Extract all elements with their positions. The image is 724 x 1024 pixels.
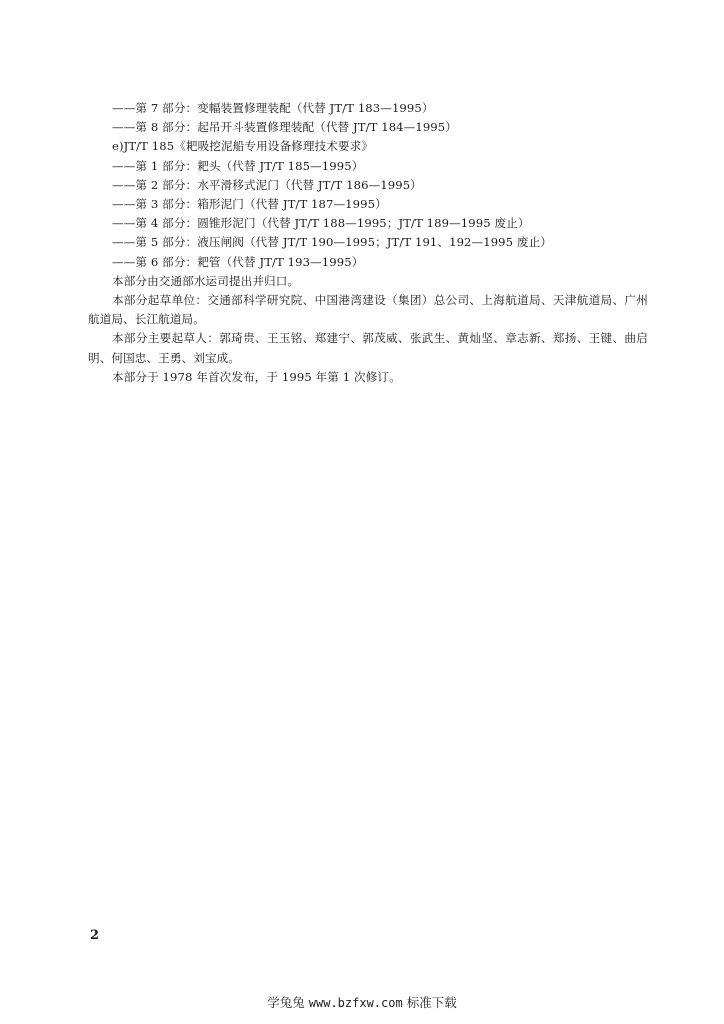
paragraph-proposed-by: 本部分由交通部水运司提出并归口。 <box>112 273 300 288</box>
list-item-e-part-4: ——第 4 部分：圆锥形泥门（代替 JT/T 188—1995；JT/T 189—1995 废止） <box>112 216 530 231</box>
list-item-e-part-3: ——第 3 部分：箱形泥门（代替 JT/T 187—1995） <box>112 197 387 212</box>
paragraph-drafting-units: 本部分起草单位：交通部科学研究院、中国港湾建设（集团）总公司、上海航道局、天津航道局、广州航道局、长江航道局。 <box>88 293 648 327</box>
list-item-e-part-1: ——第 1 部分：耙头（代替 JT/T 185—1995） <box>112 158 364 173</box>
footer-tagline: 标准下载 <box>406 995 457 1010</box>
list-item-part-7: ——第 7 部分：变幅装置修理装配（代替 JT/T 183—1995） <box>112 101 434 115</box>
document-body <box>88 99 648 387</box>
footer-url[interactable]: www.bzfxw.com <box>308 996 403 1010</box>
paragraph-publication-history: 本部分于 1978 年首次发布，于 1995 年第 1 次修订。 <box>112 369 401 384</box>
list-item-e-part-6: ——第 6 部分：耙管（代替 JT/T 193—1995） <box>112 254 364 269</box>
list-item-e-part-5: ——第 5 部分：液压闸阀（代替 JT/T 190—1995；JT/T 191、192—1995 废止） <box>112 235 553 250</box>
list-item-part-8: ——第 8 部分：起吊开斗装置修理装配（代替 JT/T 184—1995） <box>112 120 457 135</box>
page-number: 2 <box>90 928 100 943</box>
list-item-standard-e: e)JT/T 185《耙吸挖泥船专用设备修理技术要求》 <box>112 139 374 154</box>
footer-watermark <box>0 993 724 1011</box>
list-item-e-part-2: ——第 2 部分：水平滑移式泥门（代替 JT/T 186—1995） <box>112 177 422 192</box>
paragraph-main-drafters: 本部分主要起草人：郭琦贵、王玉铭、郑建宁、郭茂威、张武生、黄灿坚、章志新、郑扬、王键、曲启明、何国忠、王勇、刘宝成。 <box>88 331 648 365</box>
footer-site-name: 学兔兔 <box>267 995 305 1010</box>
